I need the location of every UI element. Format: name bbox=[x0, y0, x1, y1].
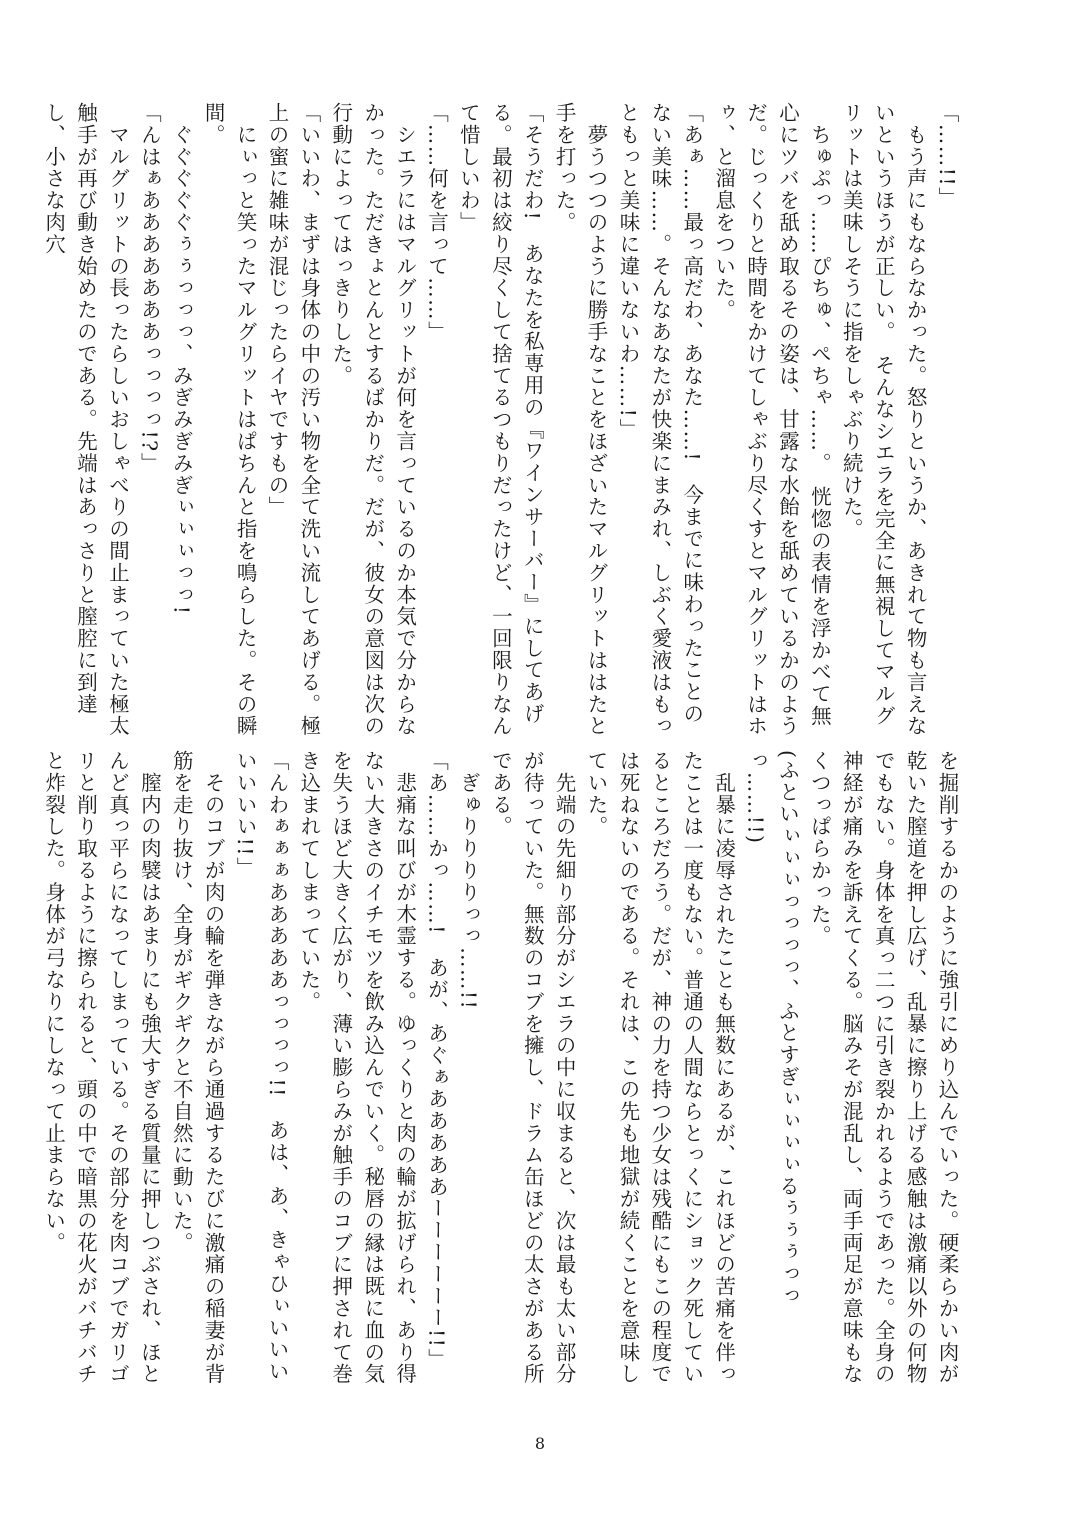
paragraph: 「……!!」 bbox=[935, 102, 959, 209]
paragraph: 「……何を言って……」 bbox=[424, 102, 449, 343]
paragraph: もう声にもならなかった。怒りというか、あきれて物も言えないというほうが正しい。 そんなシエラを完全に無視してマルグリットは美味しそうに指をしゃぶり続けた。 bbox=[839, 102, 928, 738]
paragraph: 悲痛な叫びが木霊する。ゆっくりと肉の輪が拡げられ、あり得ない大きさのイチモツを飲み込んでいく。秘唇の縁は既に血の気を失うほど大きく広がり、薄い膨らみが触手のコブに押されて巻き込まれてしまっていた。 bbox=[296, 750, 417, 1386]
upper-text-block bbox=[41, 102, 962, 738]
paragraph: 「あぁ……最っ高だわ、あなた……! 今までに味わったことのない美味……。そんなあなたが快楽にまみれ、しぶく愛液はもっともっと美味に違いないわ……!」 bbox=[615, 102, 704, 738]
paragraph: シエラにはマルグリットが何を言っているのか本気で分からなかった。ただきょとんとするばかりだ。だが、彼女の意図は次の行動によってはっきりした。 bbox=[328, 102, 417, 738]
paragraph: ぎゅりりりりっっ……!! bbox=[456, 750, 481, 1011]
paragraph: そのコブが肉の輪を弾きながら通過するたびに激痛の稲妻が背筋を走り抜け、全身がギクギクと不自然に動いた。 bbox=[169, 750, 226, 1386]
paragraph: 「んはぁあああああああっっっっ!?」 bbox=[137, 102, 162, 475]
paragraph: 夢うつつのように勝手なことをほざいたマルグリットははたと手を打った。 bbox=[552, 102, 609, 738]
paragraph: 「そうだわ! あなたを私専用の『ワインサーバー』にしてあげる。最初は絞り尽くして捨てるつもりだったけど、一回限りなんて惜しいわ」 bbox=[456, 102, 545, 738]
paragraph: 乱暴に凌辱されたことも無数にあるが、これほどの苦痛を伴ったことは一度もない。普通の人間ならとっくにショック死しているところだろう。だが、神の力を持つ少女は残酷にもこの程度では死ねないのである。それは、この先も地獄が続くことを意味していた。 bbox=[584, 750, 736, 1386]
paragraph: 先端の先細り部分がシエラの中に収まると、次は最も太い部分が待っていた。無数のコブを擁し、ドラム缶ほどの太さがある所である。 bbox=[488, 750, 577, 1386]
paragraph: マルグリットの長ったらしいおしゃべりの間止まっていた極太触手が再び動き始めたのである。先端はあっさりと膣腔に到達し、小さな肉穴 bbox=[41, 102, 130, 738]
page-number: 8 bbox=[534, 1434, 546, 1453]
paragraph: 「あ……かっ……! あが、あぐぁあああああーーーーーー!!」 bbox=[424, 750, 449, 1371]
paragraph: 「んわぁぁぁあああああっっっっ!! あは、あ、きゃひぃいいいいいいい!!」 bbox=[233, 750, 289, 1383]
paragraph: ぐぐぐぐぐぅぅっっっ、みぎみぎみぎぃぃぃっっ! bbox=[169, 102, 194, 616]
paragraph: 膣内の肉襞はあまりにも強大すぎる質量に押しつぶされ、ほとんど真っ平らになってしまっている。その部分を肉コブでガリゴリと削り取るように擦られると、頭の中で暗黒の花火がバチバチと炸裂した。身体が弓なりにしなって止まらない。 bbox=[41, 750, 162, 1386]
paragraph: を掘削するかのように強引にめり込んでいった。硬柔らかい肉が乾いた膣道を押し広げ、乱暴に擦り上げる感触は激痛以外の何物でもない。身体を真っ二つに引き裂かれるようであった。全身の神経が痛みを訴えてくる。脳みそが混乱し、両手両足が意味もなくつっぱらかった。 bbox=[807, 750, 959, 1386]
paragraph: にぃっと笑ったマルグリットはぱちんと指を鳴らした。その瞬間。 bbox=[201, 102, 258, 738]
paragraph: ちゅぷっ……ぴちゅ、ぺちゃ……。 恍惚の表情を浮かべて無心にツバを舐め取るその姿は、甘露な水飴を舐めているかのようだ。じっくりと時間をかけてしゃぶり尽くすとマルグリットはホゥ、と溜息をついた。 bbox=[711, 102, 832, 738]
paragraph: 「いいわ、まずは身体の中の汚い物を全て洗い流してあげる。極上の蜜に雑味が混じったらイヤですもの」 bbox=[264, 102, 321, 738]
paragraph: (ふといぃぃぃっっっっ、ふとすぎぃぃぃぃるぅぅぅっっっ……!!) bbox=[743, 750, 800, 1307]
lower-text-block bbox=[41, 750, 962, 1386]
